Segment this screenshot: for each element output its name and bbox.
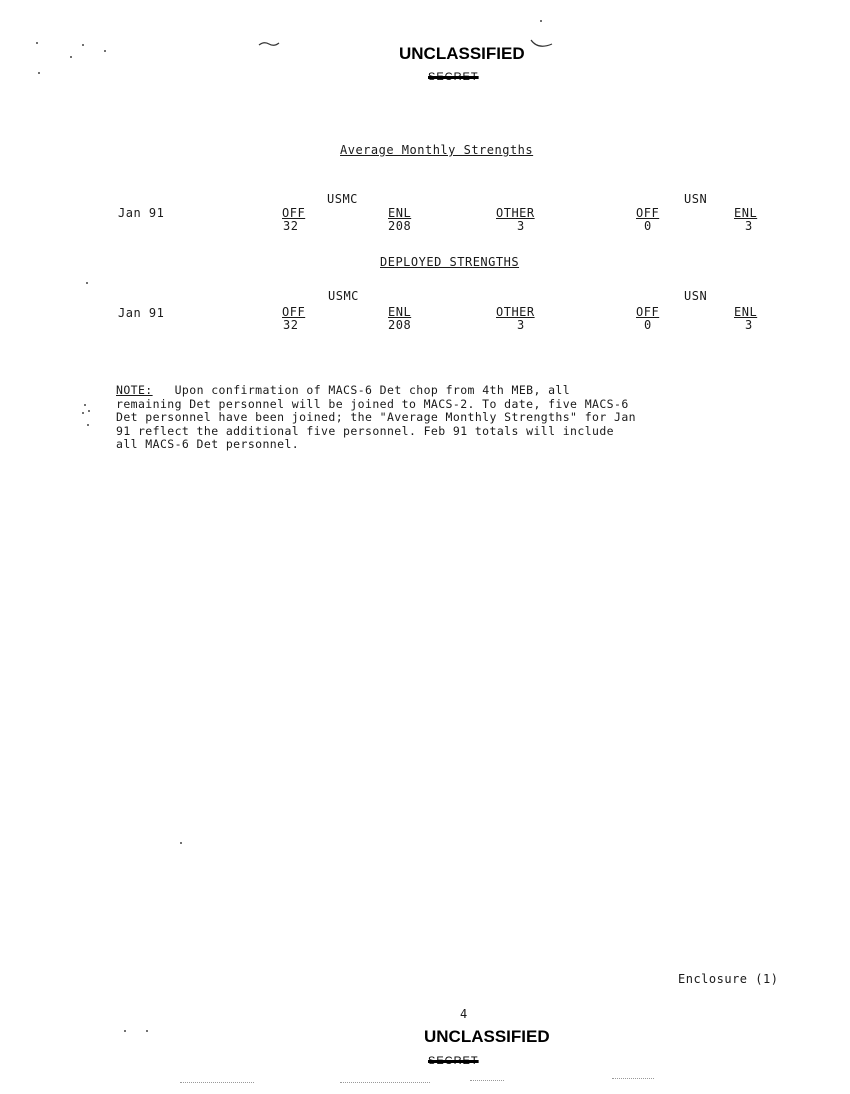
page-number: 4 <box>460 1007 468 1021</box>
scan-smudge <box>340 1082 430 1084</box>
scan-speck <box>540 20 542 22</box>
column-header: OFF <box>636 206 660 220</box>
cell-value: 0 <box>644 219 652 233</box>
column-header: ENL <box>388 305 412 319</box>
scan-speck <box>82 412 84 414</box>
cell-value: 208 <box>388 219 412 233</box>
page-title: Average Monthly Strengths <box>340 143 534 157</box>
cell-value: 3 <box>745 219 753 233</box>
footer-classification: UNCLASSIFIED <box>424 1027 550 1046</box>
scan-speck <box>146 1030 148 1032</box>
column-header: ENL <box>734 305 758 319</box>
scan-speck <box>38 72 40 74</box>
deployed-title: DEPLOYED STRENGTHS <box>380 255 520 269</box>
cell-value: 32 <box>283 219 299 233</box>
footer-struck-marking: SECRET <box>428 1055 479 1067</box>
scan-speck <box>104 50 106 52</box>
note-line-1 <box>116 384 636 398</box>
usmc-label: USMC <box>327 192 358 206</box>
note-text: Upon confirmation of MACS-6 Det chop from 4th MEB, all <box>174 383 571 397</box>
note-paragraph <box>116 384 636 452</box>
scan-speck <box>36 42 38 44</box>
note-line: 91 reflect the additional five personnel. Feb 91 totals will include <box>116 423 615 438</box>
column-header: ENL <box>734 206 758 220</box>
column-header: OFF <box>636 305 660 319</box>
scan-speck <box>87 424 89 426</box>
cell-value: 3 <box>517 318 525 332</box>
row-label: Jan 91 <box>118 306 165 320</box>
scan-speck <box>124 1030 126 1032</box>
usmc-label: USMC <box>328 289 359 303</box>
scan-smudge <box>180 1082 254 1084</box>
scan-speck <box>180 842 182 844</box>
column-header: ENL <box>388 206 412 220</box>
column-header: OTHER <box>496 206 535 220</box>
note-line: remaining Det personnel will be joined to MACS-2. To date, five MACS-6 <box>116 396 629 411</box>
scan-speck <box>84 404 86 406</box>
scan-smudge <box>470 1080 504 1082</box>
column-header: OTHER <box>496 305 535 319</box>
cell-value: 208 <box>388 318 412 332</box>
header-classification: UNCLASSIFIED <box>399 44 525 63</box>
scan-speck <box>70 56 72 58</box>
scan-speck <box>86 282 88 284</box>
note-line: Det personnel have been joined; the "Average Monthly Strengths" for Jan <box>116 410 636 425</box>
enclosure-label: Enclosure (1) <box>678 972 779 986</box>
scan-speck <box>88 410 90 412</box>
scan-mark <box>530 38 554 52</box>
usn-label: USN <box>684 289 708 303</box>
column-header: OFF <box>282 305 306 319</box>
cell-value: 3 <box>745 318 753 332</box>
scan-smudge <box>612 1078 654 1080</box>
scan-speck <box>82 44 84 46</box>
cell-value: 32 <box>283 318 299 332</box>
cell-value: 0 <box>644 318 652 332</box>
scan-mark <box>258 40 280 48</box>
column-header: OFF <box>282 206 306 220</box>
cell-value: 3 <box>517 219 525 233</box>
note-line: all MACS-6 Det personnel. <box>116 437 300 452</box>
row-label: Jan 91 <box>118 206 165 220</box>
usn-label: USN <box>684 192 708 206</box>
note-label: NOTE: <box>116 383 153 397</box>
header-struck-marking: SECRET <box>428 71 479 83</box>
